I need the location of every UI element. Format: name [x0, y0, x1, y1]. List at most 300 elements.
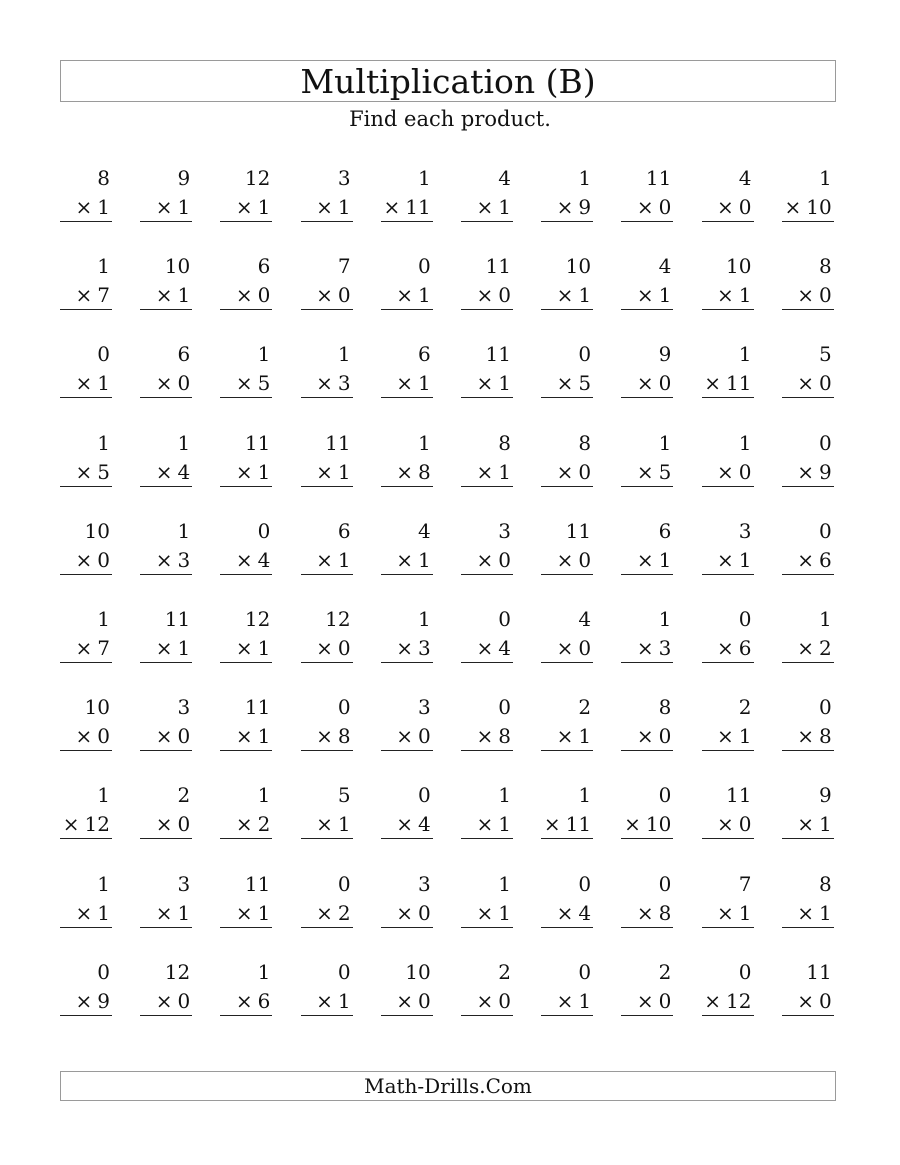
multiplier: 1 — [578, 283, 592, 308]
multiplicand: 5 — [818, 342, 832, 367]
multiplier: 4 — [177, 459, 191, 484]
multiplicand: 8 — [97, 166, 110, 190]
multiplicand: 8 — [818, 254, 832, 279]
multiplier: 0 — [97, 547, 110, 572]
multiplier-line — [301, 458, 353, 487]
multiplication-problem — [621, 693, 673, 781]
times-sign: × — [476, 635, 494, 660]
multiplicand: 7 — [738, 871, 752, 896]
times-sign: × — [383, 195, 401, 219]
multiplicand: 6 — [658, 518, 672, 543]
multiplier-line — [702, 369, 754, 398]
times-sign: × — [636, 635, 654, 660]
multiplication-problem — [301, 781, 353, 869]
multiplicand: 0 — [97, 959, 110, 984]
multiplication-problem — [702, 870, 754, 958]
multiplication-problem — [301, 340, 353, 428]
multiplier: 1 — [578, 724, 592, 749]
multiplicand: 12 — [244, 606, 271, 631]
multiplication-problem — [140, 870, 192, 958]
multiplication-problem — [782, 693, 834, 781]
multiplication-problem — [60, 429, 112, 517]
times-sign: × — [543, 812, 561, 837]
times-sign: × — [75, 195, 93, 219]
footer-box — [60, 1071, 836, 1101]
multiplier-line — [381, 281, 433, 310]
multiplier-line — [220, 369, 272, 398]
multiplier-line — [60, 634, 112, 663]
worksheet-instructions: Find each product. — [349, 107, 551, 131]
multiplicand: 0 — [578, 871, 592, 896]
multiplier: 0 — [177, 988, 191, 1013]
multiplication-problem — [220, 605, 272, 693]
multiplier: 1 — [498, 371, 511, 396]
multiplicand: 2 — [738, 695, 752, 720]
times-sign: × — [396, 988, 414, 1013]
multiplier: 12 — [84, 812, 110, 837]
times-sign: × — [556, 547, 574, 572]
times-sign: × — [155, 900, 173, 925]
multiplier-line — [702, 546, 754, 575]
multiplier-line — [782, 634, 834, 663]
multiplier-line — [381, 546, 433, 575]
multiplicand: 1 — [738, 430, 752, 455]
multiplier: 0 — [658, 724, 672, 749]
multiplier: 5 — [97, 459, 110, 484]
multiplication-problem — [140, 164, 192, 252]
worksheet-title: Multiplication (B) — [300, 62, 596, 101]
multiplication-problem — [60, 517, 112, 605]
multiplicand: 8 — [578, 430, 592, 455]
multiplier: 3 — [337, 371, 351, 396]
multiplicand: 4 — [578, 606, 592, 631]
multiplier: 6 — [738, 635, 752, 660]
multiplier-line — [541, 369, 593, 398]
multiplier: 0 — [738, 459, 752, 484]
multiplier: 0 — [177, 812, 191, 837]
multiplier: 1 — [177, 635, 191, 660]
multiplication-problem — [301, 252, 353, 340]
multiplier: 9 — [818, 459, 832, 484]
multiplicand: 10 — [726, 254, 752, 279]
multiplier: 1 — [738, 900, 752, 925]
multiplicand: 1 — [738, 342, 752, 367]
multiplication-problem — [621, 781, 673, 869]
multiplier: 4 — [257, 547, 271, 572]
multiplier: 1 — [257, 900, 271, 925]
multiplicand: 3 — [738, 518, 752, 543]
multiplication-problem — [702, 429, 754, 517]
multiplier: 1 — [177, 283, 191, 308]
multiplicand: 0 — [658, 783, 672, 808]
multiplier-line — [60, 722, 112, 751]
multiplier: 0 — [177, 724, 191, 749]
multiplicand: 3 — [418, 871, 431, 896]
multiplication-problem — [301, 429, 353, 517]
multiplier-line — [301, 810, 353, 839]
multiplier-line — [461, 987, 513, 1016]
multiplier: 5 — [658, 459, 672, 484]
multiplier-line — [702, 634, 754, 663]
multiplication-problem — [220, 340, 272, 428]
multiplication-problem — [702, 605, 754, 693]
multiplier-line — [461, 281, 513, 310]
multiplicand: 0 — [337, 871, 351, 896]
multiplicand: 0 — [498, 606, 511, 631]
multiplication-problem — [782, 340, 834, 428]
multiplicand: 2 — [177, 783, 191, 808]
multiplicand: 0 — [658, 871, 672, 896]
multiplier: 0 — [658, 195, 672, 219]
multiplicand: 0 — [578, 959, 592, 984]
times-sign: × — [797, 283, 814, 308]
multiplier: 0 — [418, 988, 431, 1013]
multiplier: 11 — [726, 371, 752, 396]
multiplication-problem — [60, 781, 112, 869]
multiplier-line — [461, 634, 513, 663]
times-sign: × — [797, 459, 814, 484]
multiplier: 1 — [418, 283, 431, 308]
multiplicand: 1 — [177, 430, 191, 455]
multiplication-problem — [140, 340, 192, 428]
multiplier: 1 — [498, 195, 511, 219]
multiplier: 0 — [578, 635, 592, 660]
multiplication-problem — [541, 164, 593, 252]
multiplicand: 1 — [97, 254, 110, 279]
multiplier-line — [541, 722, 593, 751]
multiplicand: 6 — [337, 518, 351, 543]
times-sign: × — [717, 900, 734, 925]
multiplier: 1 — [578, 988, 592, 1013]
multiplier: 0 — [337, 283, 351, 308]
multiplier: 1 — [498, 900, 511, 925]
footer-site-name: Math-Drills.Com — [364, 1074, 532, 1098]
multiplier-line — [301, 546, 353, 575]
multiplicand: 1 — [578, 783, 592, 808]
multiplicand: 1 — [818, 606, 832, 631]
times-sign: × — [396, 459, 414, 484]
multiplier-line — [702, 722, 754, 751]
multiplicand: 10 — [565, 254, 592, 279]
multiplier: 2 — [257, 812, 271, 837]
multiplier-line — [301, 634, 353, 663]
times-sign: × — [556, 724, 574, 749]
times-sign: × — [316, 635, 333, 660]
times-sign: × — [556, 195, 574, 219]
times-sign: × — [316, 371, 333, 396]
multiplication-problem — [381, 340, 433, 428]
multiplicand: 11 — [485, 254, 511, 279]
times-sign: × — [797, 724, 814, 749]
multiplicand: 8 — [498, 430, 511, 455]
times-sign: × — [556, 459, 574, 484]
multiplication-problem — [702, 164, 754, 252]
multiplier-line — [621, 546, 673, 575]
multiplication-problem — [541, 693, 593, 781]
multiplicand: 11 — [806, 959, 832, 984]
multiplicand: 2 — [578, 695, 592, 720]
multiplier: 1 — [738, 283, 752, 308]
multiplication-problem — [621, 429, 673, 517]
multiplier: 1 — [418, 547, 431, 572]
multiplication-problem — [301, 870, 353, 958]
multiplier-line — [220, 987, 272, 1016]
multiplicand: 5 — [337, 783, 351, 808]
multiplicand: 8 — [818, 871, 832, 896]
multiplication-problem — [220, 958, 272, 1046]
multiplicand: 11 — [325, 430, 351, 455]
multiplier: 6 — [257, 988, 271, 1013]
multiplication-problem — [621, 340, 673, 428]
times-sign: × — [235, 371, 253, 396]
times-sign: × — [636, 900, 654, 925]
multiplier: 9 — [578, 195, 592, 219]
multiplier: 0 — [418, 900, 431, 925]
multiplier-line — [782, 810, 834, 839]
multiplicand: 11 — [244, 430, 271, 455]
times-sign: × — [235, 459, 253, 484]
multiplier: 11 — [565, 812, 592, 837]
multiplier-line — [220, 634, 272, 663]
times-sign: × — [717, 195, 734, 219]
multiplicand: 0 — [578, 342, 592, 367]
multiplier-line — [702, 281, 754, 310]
multiplicand: 8 — [658, 695, 672, 720]
multiplicand: 0 — [498, 695, 511, 720]
multiplicand: 0 — [257, 518, 271, 543]
multiplicand: 3 — [418, 695, 431, 720]
problem-grid — [60, 164, 836, 1046]
multiplier-line — [140, 369, 192, 398]
multiplicand: 4 — [738, 166, 752, 190]
multiplicand: 1 — [97, 871, 110, 896]
multiplicand: 4 — [418, 518, 431, 543]
multiplier-line — [301, 987, 353, 1016]
multiplicand: 0 — [337, 695, 351, 720]
times-sign: × — [75, 724, 93, 749]
multiplication-problem — [60, 252, 112, 340]
times-sign: × — [396, 900, 414, 925]
multiplication-problem — [461, 781, 513, 869]
multiplier-line — [60, 369, 112, 398]
multiplicand: 11 — [244, 871, 271, 896]
multiplicand: 0 — [738, 959, 752, 984]
multiplier-line — [220, 899, 272, 928]
multiplicand: 1 — [337, 342, 351, 367]
times-sign: × — [556, 900, 574, 925]
multiplier-line — [541, 899, 593, 928]
multiplication-problem — [301, 164, 353, 252]
multiplier-line — [220, 546, 272, 575]
multiplier: 1 — [337, 812, 351, 837]
multiplier-line — [140, 546, 192, 575]
multiplication-problem — [461, 605, 513, 693]
multiplication-problem — [140, 693, 192, 781]
times-sign: × — [75, 635, 93, 660]
times-sign: × — [155, 547, 173, 572]
times-sign: × — [476, 195, 494, 219]
times-sign: × — [155, 195, 173, 219]
multiplication-problem — [621, 605, 673, 693]
multiplier: 11 — [405, 195, 431, 219]
times-sign: × — [476, 283, 494, 308]
multiplier-line — [621, 899, 673, 928]
multiplier-line — [60, 987, 112, 1016]
times-sign: × — [797, 900, 814, 925]
multiplication-problem — [702, 340, 754, 428]
multiplicand: 0 — [337, 959, 351, 984]
multiplicand: 6 — [257, 254, 271, 279]
multiplier: 8 — [418, 459, 431, 484]
multiplication-problem — [541, 958, 593, 1046]
multiplier: 1 — [257, 459, 271, 484]
multiplicand: 0 — [418, 783, 431, 808]
multiplier: 2 — [337, 900, 351, 925]
multiplier: 0 — [578, 459, 592, 484]
multiplier-line — [782, 458, 834, 487]
multiplication-problem — [782, 958, 834, 1046]
times-sign: × — [316, 547, 333, 572]
multiplier-line — [381, 369, 433, 398]
multiplier: 1 — [658, 283, 672, 308]
multiplicand: 10 — [164, 254, 191, 279]
times-sign: × — [784, 195, 802, 219]
multiplier-line — [381, 634, 433, 663]
multiplier: 8 — [498, 724, 511, 749]
multiplicand: 0 — [818, 430, 832, 455]
multiplication-problem — [220, 693, 272, 781]
multiplier-line — [60, 193, 112, 222]
multiplier-line — [461, 458, 513, 487]
multiplicand: 6 — [177, 342, 191, 367]
multiplication-problem — [621, 870, 673, 958]
multiplicand: 1 — [578, 166, 592, 190]
multiplier-line — [782, 899, 834, 928]
multiplier: 0 — [498, 283, 511, 308]
multiplier-line — [381, 722, 433, 751]
multiplier-line — [301, 193, 353, 222]
multiplier-line — [220, 193, 272, 222]
times-sign: × — [155, 459, 173, 484]
multiplication-problem — [60, 605, 112, 693]
multiplier-line — [381, 458, 433, 487]
times-sign: × — [556, 635, 574, 660]
times-sign: × — [75, 900, 93, 925]
multiplication-problem — [782, 870, 834, 958]
multiplier: 3 — [658, 635, 672, 660]
multiplication-problem — [140, 605, 192, 693]
times-sign: × — [396, 371, 414, 396]
multiplication-problem — [220, 429, 272, 517]
multiplier-line — [621, 810, 673, 839]
times-sign: × — [235, 635, 253, 660]
multiplier: 6 — [818, 547, 832, 572]
times-sign: × — [155, 371, 173, 396]
multiplicand: 1 — [177, 518, 191, 543]
times-sign: × — [316, 459, 333, 484]
multiplication-problem — [782, 781, 834, 869]
multiplication-problem — [381, 605, 433, 693]
multiplier: 4 — [418, 812, 431, 837]
multiplicand: 12 — [325, 606, 351, 631]
multiplicand: 12 — [244, 166, 271, 190]
multiplier-line — [621, 281, 673, 310]
times-sign: × — [556, 371, 574, 396]
multiplier: 0 — [337, 635, 351, 660]
times-sign: × — [155, 988, 173, 1013]
multiplier-line — [702, 810, 754, 839]
multiplier-line — [60, 281, 112, 310]
multiplier: 1 — [498, 812, 511, 837]
multiplication-problem — [220, 252, 272, 340]
multiplication-problem — [541, 517, 593, 605]
multiplier-line — [541, 458, 593, 487]
multiplier: 7 — [97, 635, 110, 660]
multiplier: 0 — [658, 988, 672, 1013]
multiplier-line — [60, 899, 112, 928]
multiplication-problem — [140, 517, 192, 605]
multiplicand: 0 — [97, 342, 110, 367]
multiplicand: 10 — [84, 518, 110, 543]
multiplication-problem — [301, 605, 353, 693]
multiplicand: 2 — [498, 959, 511, 984]
times-sign: × — [476, 459, 494, 484]
multiplicand: 9 — [818, 783, 832, 808]
multiplication-problem — [621, 252, 673, 340]
multiplication-problem — [782, 605, 834, 693]
multiplication-problem — [461, 429, 513, 517]
multiplier: 1 — [738, 547, 752, 572]
multiplication-problem — [60, 340, 112, 428]
multiplicand: 0 — [738, 606, 752, 631]
multiplier: 1 — [498, 459, 511, 484]
multiplicand: 4 — [498, 166, 511, 190]
times-sign: × — [316, 724, 333, 749]
multiplication-problem — [60, 870, 112, 958]
multiplier: 1 — [418, 371, 431, 396]
times-sign: × — [636, 988, 654, 1013]
multiplication-problem — [381, 693, 433, 781]
times-sign: × — [636, 459, 654, 484]
multiplier: 1 — [177, 195, 191, 219]
times-sign: × — [636, 283, 654, 308]
times-sign: × — [797, 635, 814, 660]
multiplier-line — [140, 810, 192, 839]
multiplication-problem — [702, 693, 754, 781]
times-sign: × — [476, 371, 494, 396]
multiplier: 9 — [97, 988, 110, 1013]
multiplication-problem — [461, 252, 513, 340]
multiplier-line — [381, 899, 433, 928]
multiplicand: 7 — [337, 254, 351, 279]
multiplication-problem — [381, 958, 433, 1046]
multiplication-problem — [541, 781, 593, 869]
multiplicand: 1 — [257, 959, 271, 984]
times-sign: × — [636, 195, 654, 219]
times-sign: × — [797, 547, 814, 572]
multiplier: 0 — [578, 547, 592, 572]
times-sign: × — [797, 988, 814, 1013]
times-sign: × — [624, 812, 641, 837]
multiplicand: 10 — [84, 695, 110, 720]
multiplication-problem — [541, 252, 593, 340]
multiplication-problem — [301, 958, 353, 1046]
times-sign: × — [75, 988, 93, 1013]
times-sign: × — [155, 283, 173, 308]
multiplication-problem — [461, 517, 513, 605]
multiplier: 0 — [257, 283, 271, 308]
multiplication-problem — [461, 340, 513, 428]
